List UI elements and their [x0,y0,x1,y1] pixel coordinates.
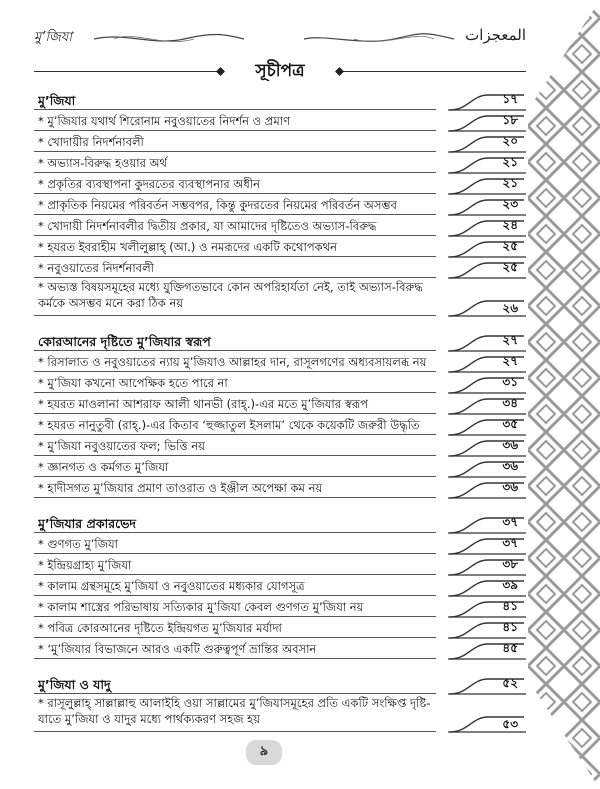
page-ref-number: ২১ [502,176,518,190]
decorative-pattern [528,0,600,789]
toc-entry-text: * হযরত মাওলানা আশরাফ আলী থানভী (রাহ্.)-এর মতে মু’জিযার স্বরূপ [38,397,368,411]
toc-item[interactable] [34,258,526,279]
toc-entry-text: * পবিত্র কোরআনের দৃষ্টিতে ইন্দ্রিয়গত মু’জিযার মর্যাদা [38,621,282,635]
toc-entry-text: * প্রাকৃতিক নিয়মের পরিবর্তন সম্ভবপর, কিন্তু কুদরতের নিয়মের পরিবর্তন অসম্ভব [38,198,397,212]
page-ref [448,238,526,258]
toc-item[interactable] [34,195,526,216]
toc-item[interactable] [34,174,526,195]
toc-item[interactable] [34,457,526,478]
page-ref-number: ২৫ [502,260,518,274]
page-ref-number: ২৭ [502,354,518,368]
toc-entry-text: * রিসালাত ও নবুওয়াতের ন্যায় মু’জিযাও আল্লাহর দান, রাসূলগণের অধ্যবসায়লব্ধ নয় [38,355,427,369]
table-of-contents [34,90,526,733]
page-ref [448,640,526,660]
page-ref [448,598,526,618]
page-ref [448,175,526,195]
toc-item[interactable] [34,394,526,415]
page-ref-number: ৩৫ [502,417,518,431]
toc-item[interactable] [34,111,526,132]
toc-entry-text: * অভ্যস্ত বিষয়সমূহের মধ্যে যুক্তিগতভাবে কোন অপরিহার্যতা নেই, তাই অভ্যাস-বিরুদ্ধ কর্মকে অসম্ভব মনে করা ঠিক নয় [38,280,423,310]
toc-item[interactable] [34,279,526,317]
page-ref-number: ৩১ [502,375,518,389]
entry-underline [34,256,436,257]
toc-section[interactable] [34,674,526,695]
toc-entry-text: * কালাম শাস্ত্রের পরিভাষায় সত্যিকার মু’জিযা কেবল গুণগত মু’জিযা নয় [38,600,364,614]
toc-item[interactable] [34,618,526,639]
toc-entry-text: * খোদায়ী নিদর্শনাবলীর দ্বিতীয় প্রকার, যা আমাদের দৃষ্টিতেও অভ্যাস-বিরুদ্ধ [38,219,377,233]
page-ref [448,437,526,457]
toc-entry-text: * নবুওয়াতের নিদর্শনাবলী [38,261,154,275]
entry-underline [34,371,436,372]
page-footer [0,740,528,765]
entry-underline [34,109,436,110]
page-ref [448,374,526,394]
page-ref-number: ৩৪ [502,396,518,410]
toc-entry-text: * খোদায়ীর নিদর্শনাবলী [38,135,144,149]
entry-underline [34,693,436,694]
entry-underline [34,172,436,173]
page-ref-number: ৩৮ [502,557,518,571]
page-ref [448,196,526,216]
entry-underline [34,214,436,215]
page-ref [448,154,526,174]
toc-entry-text: * ইন্দ্রিয়গ্রাহ্য মু’জিযা [38,558,132,572]
header-right-title: المعجزات [465,26,526,44]
toc-entry-text: * হযরত ইবরাহীম খলীলুল্লাহ্ (আ.) ও নমরূদের একটি কথোপকথন [38,240,337,254]
toc-entry-text: কোরআনের দৃষ্টিতে মু’জিযার স্বরূপ [38,334,211,349]
toc-section[interactable] [34,331,526,352]
page-ref [448,259,526,279]
page-ref [448,297,526,317]
toc-item[interactable] [34,153,526,174]
page-ref-number: ৩৬ [502,459,518,473]
entry-underline [34,616,436,617]
toc-item[interactable] [34,555,526,576]
page-ref [448,514,526,534]
page-ref-number: ১৮ [502,113,518,127]
toc-entry-text: * মু’জিযার যথার্থ শিরোনাম নবুওয়াতের নিদর্শন ও প্রমাণ [38,114,291,128]
page-ref-number: ৪১ [502,599,518,613]
page-ref-number: ২০ [502,134,518,148]
page-ref [448,619,526,639]
page-number: ৯ [246,740,282,765]
toc-entry-text: * গুণগত মু’জিযা [38,537,118,551]
entry-underline [34,595,436,596]
page-ref [448,395,526,415]
toc-entry-text: * জ্ঞানগত ও কর্মগত মু’জিযা [38,460,169,474]
page-ref [448,133,526,153]
page-ref-number: ২১ [502,155,518,169]
entry-underline [34,392,436,393]
page-ref-number: ৩৯ [502,578,518,592]
page-ref [448,577,526,597]
toc-entry-text: * রাসূলুল্লাহ্ সাল্লাল্লাহু আলাইহি ওয়া সাল্লামের মু’জিযাসমূহের প্রতি একটি সংক্ষিপ্ত দৃষ্টি-যাতে মু’জিযা ও যাদুর মধ্যে পার্থক্যকরণ সহজ হয় [38,696,431,726]
toc-entry-text: * প্রকৃতির ব্যবস্থাপনা কুদরতের ব্যবস্থাপনার অধীন [38,177,260,191]
toc-item[interactable] [34,216,526,237]
page-ref-number: ৩৭ [502,536,518,550]
page-header [34,22,526,62]
entry-underline [34,658,436,659]
page-ref-number: ২৩ [502,197,518,211]
header-left-title: মু’জিযা [34,30,72,45]
toc-entry-text: মু’জিযা ও যাদু [38,677,111,692]
entry-underline [34,434,436,435]
page-ref [448,353,526,373]
page-ref-number: ১৭ [502,92,518,106]
page-ref-number: ৫৩ [502,717,518,731]
page-ref-number: ২৬ [502,301,518,315]
toc-item[interactable] [34,373,526,394]
toc-item[interactable] [34,639,526,660]
toc-item[interactable] [34,597,526,618]
toc-entry-text: * হাদীসগত মু’জিযার প্রমাণ তাওরাত ও ইঞ্জীল অপেক্ষা কম নয় [38,481,323,495]
toc-title: সূচীপত্র [255,61,305,81]
toc-entry-text: * ‘মু’জিযার বিভাজনে আরও একটি গুরুত্বপূর্ণ ভ্রান্তির অবসান [38,642,317,656]
entry-underline [34,476,436,477]
toc-section[interactable] [34,90,526,111]
entry-underline [34,455,436,456]
page-ref [448,112,526,132]
entry-underline [34,350,436,351]
entry-underline [34,574,436,575]
page-ref-number: ২৫ [502,239,518,253]
toc-entry-text: মু’জিযা [38,93,76,108]
toc-entry-text: মু’জিযার প্রকারভেদ [38,516,136,531]
page-ref [448,535,526,555]
toc-item[interactable] [34,132,526,153]
toc-entry-text: * মু’জিযা কখনো আপেক্ষিক হতে পারে না [38,376,228,390]
toc-title-bar [34,58,526,86]
page-ref-number: ৩৭ [502,515,518,529]
toc-item[interactable] [34,478,526,499]
toc-entry-text: * অভ্যাস-বিরুদ্ধ হওয়ার অর্থ [38,156,167,170]
entry-underline [34,637,436,638]
page-ref [448,675,526,695]
entry-underline [34,553,436,554]
toc-item[interactable] [34,436,526,457]
toc-section[interactable] [34,513,526,534]
page-ref-number: ৪৫ [502,641,518,655]
entry-underline [34,130,436,131]
entry-underline [34,151,436,152]
page-ref-number: ৩৬ [502,438,518,452]
entry-underline [34,193,436,194]
entry-underline [34,731,436,732]
entry-underline [34,315,436,316]
page-ref-number: ৩৬ [502,480,518,494]
entry-underline [34,277,436,278]
page-ref [448,479,526,499]
page-ref [448,332,526,352]
page-ref [448,458,526,478]
page-ref-number: ২৪ [502,218,518,232]
page-ref [448,217,526,237]
toc-item[interactable] [34,415,526,436]
entry-underline [34,235,436,236]
toc-item[interactable] [34,576,526,597]
page-ref [448,416,526,436]
entry-underline [34,497,436,498]
toc-item[interactable] [34,695,526,733]
page-ref-number: ৪১ [502,620,518,634]
toc-item[interactable] [34,534,526,555]
header-ornament-right [304,30,454,48]
toc-item[interactable] [34,237,526,258]
page-ref-number: ২৭ [502,333,518,347]
page-ref [448,556,526,576]
toc-entry-text: * কালাম গ্রন্থসমূহে মু’জিযা ও নবুওয়াতের মধ্যকার যোগসূত্র [38,579,305,593]
header-ornament-left [94,30,244,48]
toc-entry-text: * হযরত নানুতুবী (রাহ্.)-এর কিতাব ‘হুজ্জাতুল ইসলাম’ থেকে কয়েকটি জরুরী উদ্ধৃতি [38,418,420,432]
page-ref [448,713,526,733]
entry-underline [34,532,436,533]
page-ref-number: ৫২ [502,676,518,690]
toc-entry-text: * মু’জিযা নবুওয়াতের ফল; ভিত্তি নয় [38,439,205,453]
page-ref [448,91,526,111]
entry-underline [34,413,436,414]
toc-item[interactable] [34,352,526,373]
